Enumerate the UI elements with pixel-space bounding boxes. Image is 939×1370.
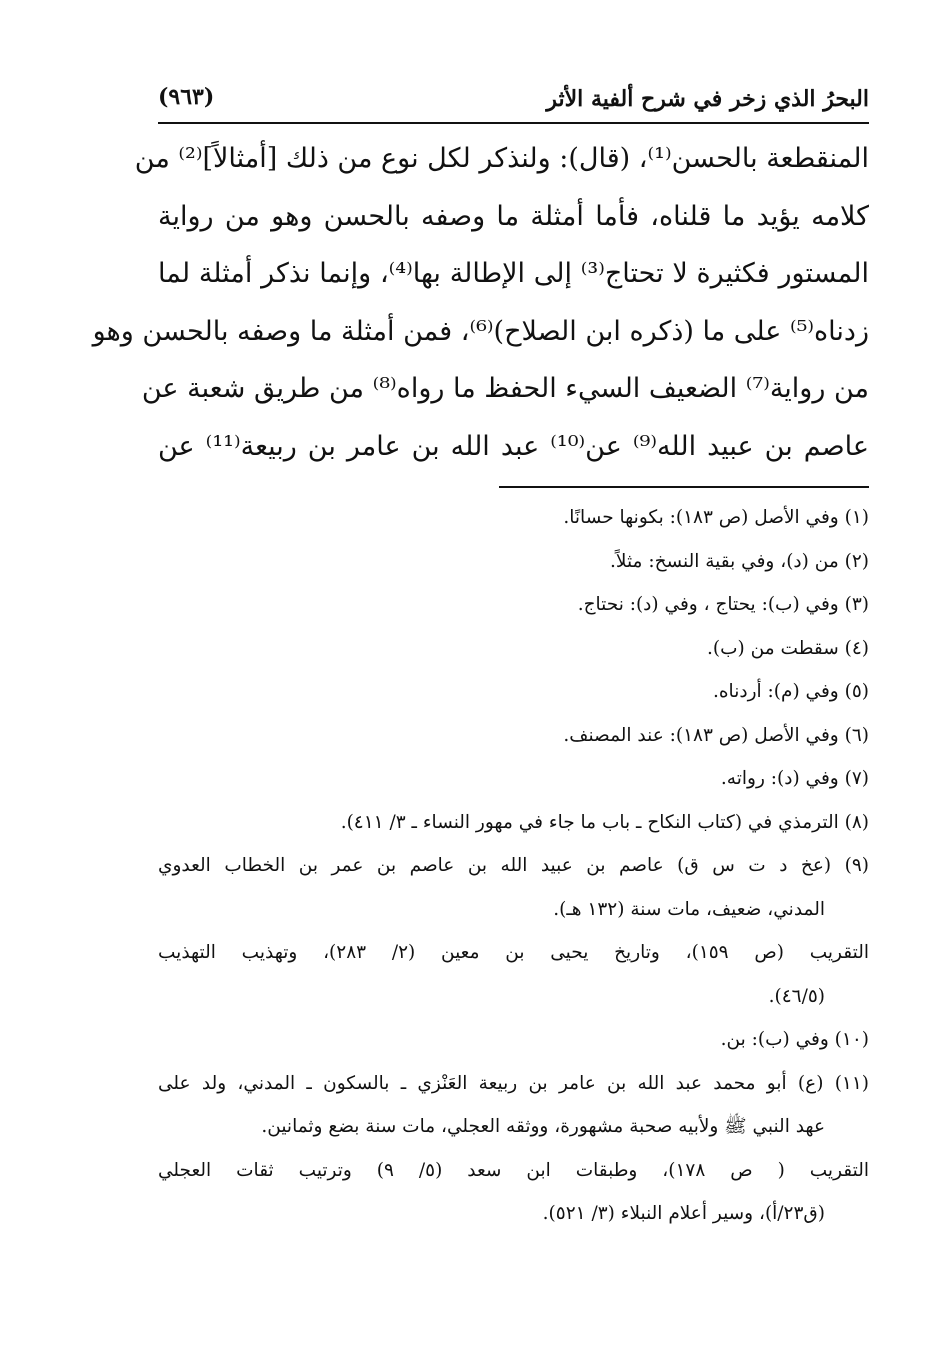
footnote-11-continuation: عهد النبي ﷺ ولأبيه صحبة مشهورة، ووثقه العجلي، مات سنة بضع وثمانين.	[261, 1116, 825, 1137]
footnotes	[158, 496, 869, 1236]
footnote-9: (٩) (عخ د ت س ق) عاصم بن عبيد الله بن عاصم بن عمر بن الخطاب العدوي	[158, 855, 869, 876]
footnote-9-continuation: المدني، ضعيف، مات سنة (١٣٢ هـ).	[553, 898, 825, 920]
footnote-1: (١) وفي الأصل (ص ١٨٣): بكونها حسانًا.	[563, 507, 869, 528]
footnote-9-reference: التقريب (ص ١٥٩)، وتاريخ يحيى بن معين (٢/ ٢٨٣)، وتهذيب التهذيب	[158, 942, 869, 963]
footnote-6: (٦) وفي الأصل (ص ١٨٣): عند المصنف.	[563, 724, 869, 746]
page-number: (٩٦٣)	[158, 84, 215, 110]
footnote-11-reference: التقريب ( ص ١٧٨)، وطبقات ابن سعد (٥/ ٩) وترتيب ثقات العجلي	[158, 1159, 870, 1181]
text-line: كلامه يؤيد ما قلناه، فأما أمثلة ما وصفه بالحسن وهو من رواية	[158, 200, 869, 232]
text-line: المنقطعة بالحسن⁽¹⁾، (قال): ولنذكر لكل نوع من ذلك [أمثالاً]⁽²⁾ من	[134, 143, 869, 174]
page-header	[158, 78, 869, 118]
footnote-11-reference-continuation: (ق٢٣/أ)، وسير أعلام النبلاء (٣/ ٥٢١).	[542, 1203, 825, 1224]
text-line: عاصم بن عبيد الله⁽⁹⁾ عن⁽¹⁰⁾ عبد الله بن عامر بن ربيعة⁽¹¹⁾ عن	[158, 430, 869, 462]
text-line: زدناه⁽⁵⁾ على ما (ذكره ابن الصلاح)⁽⁶⁾، فمن أمثلة ما وصفه بالحسن وهو	[92, 315, 869, 347]
footnote-5: (٥) وفي (م): أردناه.	[712, 681, 869, 702]
footnote-3: (٣) وفي (ب): يحتاج ، وفي (د): نحتاج.	[577, 594, 869, 615]
footnote-7: (٧) وفي (د): رواته.	[720, 768, 869, 789]
footnote-4: (٤) سقطت من (ب).	[707, 637, 869, 659]
running-title: البحرُ الذي زخر في شرح ألفية الأثر	[546, 86, 869, 112]
footnote-9-reference-continuation: (٤٦/٥).	[768, 985, 825, 1007]
main-text	[92, 130, 869, 475]
text-line: من رواية⁽⁷⁾ الضعيف السيء الحفظ ما رواه⁽⁸⁾ من طريق شعبة عن	[141, 373, 869, 404]
footnote-8: (٨) الترمذي في (كتاب النكاح ـ باب ما جاء في مهور النساء ـ ٣/ ٤١١).	[340, 811, 869, 833]
header-rule	[158, 122, 869, 124]
footnote-11: (١١) (ع) أبو محمد عبد الله بن عامر بن ربيعة العَنْزي ـ بالسكون ـ المدني، ولد على	[158, 1072, 869, 1094]
text-line: المستور فكثيرة لا تحتاج⁽³⁾ إلى الإطالة بها⁽⁴⁾، وإنما نذكر أمثلة لما	[158, 258, 869, 289]
footnote-2: (٢) من (د)، وفي بقية النسخ: مثلاً.	[610, 550, 869, 572]
footnote-separator	[499, 486, 869, 488]
footnote-10: (١٠) وفي (ب): بن.	[720, 1029, 869, 1050]
